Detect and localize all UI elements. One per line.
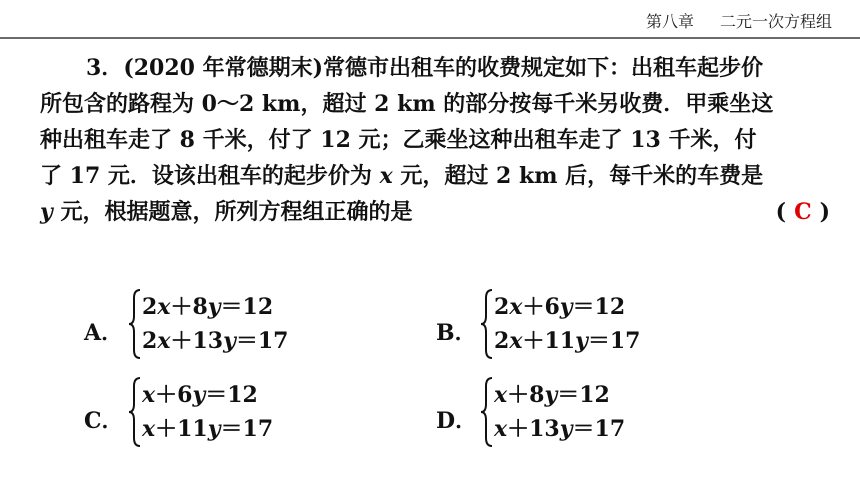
- option-a-system: [128, 288, 328, 360]
- option-b-label: B．: [436, 320, 477, 346]
- option-b-eq-2: 2x＋11y＝17: [494, 328, 641, 354]
- var-y: y: [40, 199, 53, 225]
- question-line-1-text: 常德市出租车的收费规定如下：出租车起步价: [323, 55, 764, 81]
- header-divider: [0, 37, 860, 39]
- option-a-eq-1: 2x＋8y＝12: [142, 294, 274, 320]
- question-line-5-text: 元，根据题意，所列方程组正确的是: [52, 199, 413, 225]
- question-line-3: 种出租车走了 8 千米，付了 12 元；乙乘坐这种出租车走了 13 千米，付: [40, 127, 757, 153]
- left-brace-icon: [480, 376, 494, 448]
- option-a-label: A．: [84, 320, 124, 346]
- header-title: [646, 9, 832, 32]
- section-label: 二元一次方程组: [719, 12, 832, 31]
- chapter-label: 第八章: [645, 12, 694, 31]
- question-line-4-b: 元，超过 2 km 后，每千米的车费是: [392, 163, 764, 189]
- option-c-label: C．: [84, 408, 124, 434]
- question-line-1: [40, 50, 830, 86]
- option-d-label: D．: [436, 408, 478, 434]
- option-b-eq-1: 2x＋6y＝12: [494, 294, 626, 320]
- answer-close-paren: ): [819, 199, 830, 225]
- question-line-5: [40, 194, 830, 230]
- var-x: x: [379, 163, 393, 189]
- option-b-system: [480, 288, 680, 360]
- left-brace-icon: [480, 288, 494, 360]
- left-brace-icon: [128, 288, 142, 360]
- question-line-4-a: 了 17 元．设该出租车的起步价为: [40, 163, 380, 189]
- option-c-eq-2: x＋11y＝17: [142, 416, 274, 442]
- answer-bracket: [776, 194, 830, 230]
- question-line-4: [40, 158, 830, 194]
- question-line-2: 所包含的路程为 0～2 km，超过 2 km 的部分按每千米另收费．甲乘坐这: [40, 91, 774, 117]
- option-c-eq-1: x＋6y＝12: [142, 382, 258, 408]
- option-c-system: [128, 376, 328, 448]
- option-d-eq-1: x＋8y＝12: [494, 382, 610, 408]
- question-text: [40, 50, 830, 230]
- answer-letter: C: [794, 199, 812, 225]
- question-number: 3．: [86, 55, 124, 81]
- page-header: [0, 0, 860, 42]
- option-a-eq-2: 2x＋13y＝17: [142, 328, 289, 354]
- answer-open-paren: (: [775, 199, 787, 225]
- option-d-system: [480, 376, 680, 448]
- option-d-eq-2: x＋13y＝17: [494, 416, 626, 442]
- question-source: (2020 年常德期末): [123, 55, 324, 81]
- left-brace-icon: [128, 376, 142, 448]
